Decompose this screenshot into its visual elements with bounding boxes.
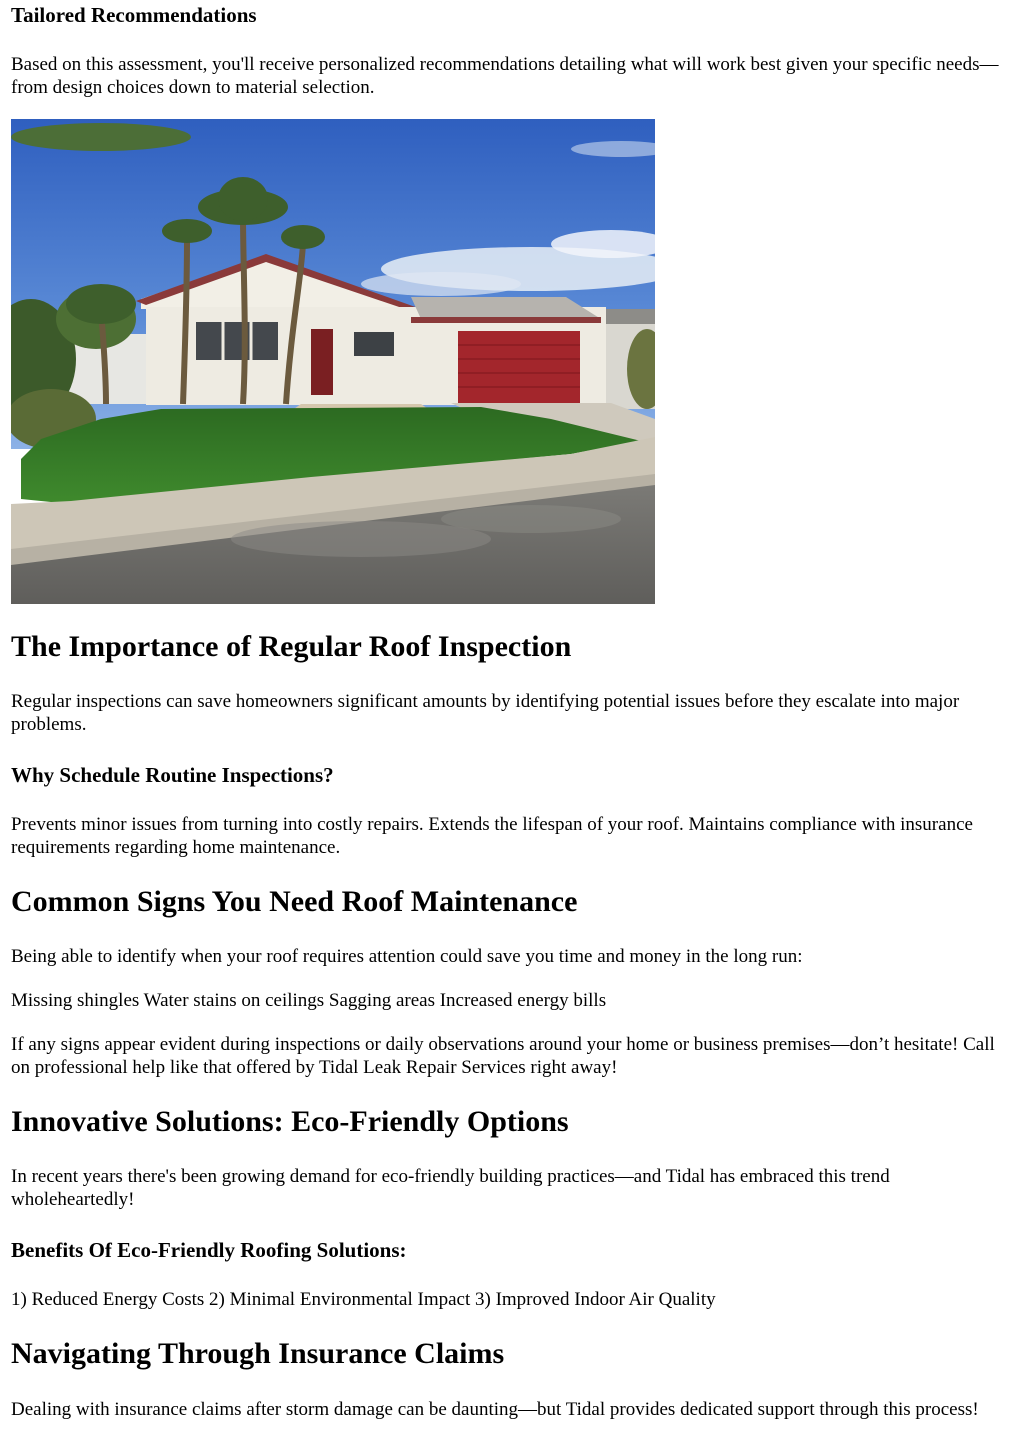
inspection-subheading: Why Schedule Routine Inspections? [11, 763, 334, 787]
eco-list: 1) Reduced Energy Costs 2) Minimal Environmental Impact 3) Improved Indoor Air Quality [11, 1289, 716, 1310]
tailored-body: Based on this assessment, you'll receive personalized recommendations detailing what will work best given your specific needs—from design choices down to material selection. [11, 54, 999, 98]
inspection-heading: The Importance of Regular Roof Inspection [11, 630, 572, 663]
signs-closing: If any signs appear evident during inspections or daily observations around your home or business premises—don’t hesitate! Call on professional help like that offered by Tidal Leak Repair Services right away! [11, 1034, 995, 1078]
claims-heading: Navigating Through Insurance Claims [11, 1337, 505, 1370]
eco-subheading: Benefits Of Eco-Friendly Roofing Solutions: [11, 1238, 407, 1262]
eco-heading: Innovative Solutions: Eco-Friendly Options [11, 1105, 569, 1138]
inspection-body: Regular inspections can save homeowners significant amounts by identifying potential issues before they escalate into major problems. [11, 691, 960, 735]
signs-intro: Being able to identify when your roof requires attention could save you time and money in the long run: [11, 946, 803, 967]
house-photo-icon [11, 119, 655, 604]
signs-list: Missing shingles Water stains on ceilings Sagging areas Increased energy bills [11, 990, 607, 1011]
eco-body: In recent years there's been growing demand for eco-friendly building practices—and Tidal has embraced this trend wholeheartedly! [11, 1166, 890, 1210]
house-photo [11, 119, 655, 604]
tailored-heading: Tailored Recommendations [11, 3, 257, 27]
inspection-sub-body: Prevents minor issues from turning into costly repairs. Extends the lifespan of your roof. Maintains compliance with insurance requirements regarding home maintenance. [11, 814, 973, 858]
signs-heading: Common Signs You Need Roof Maintenance [11, 885, 578, 918]
claims-body: Dealing with insurance claims after storm damage can be daunting—but Tidal provides dedicated support through this process! [11, 1399, 979, 1420]
